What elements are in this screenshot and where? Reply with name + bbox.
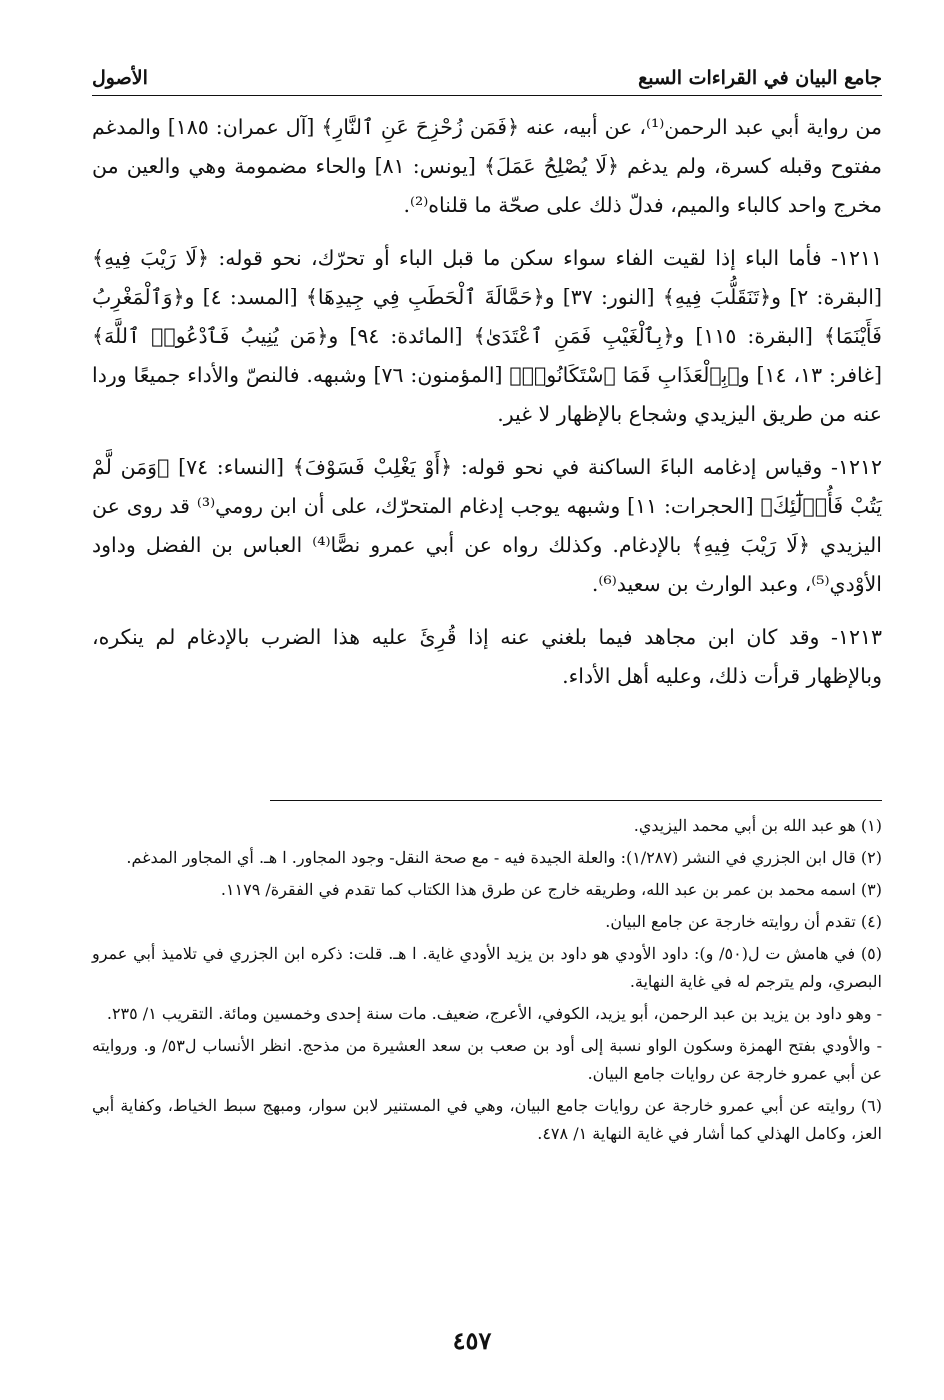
paragraph-1212: ١٢١٢- وقياس إدغامه الباءَ الساكنة في نحو قوله: ﴿أَوْ يَغْلِبْ فَسَوْفَ﴾ [النساء: ٧٤] ﴿وَمَن لَّمْ يَتُبْ فَأُو۟لَٰٓئِكَ﴾ [الحجرات: ١١] وشبهه يوجب إدغام المتحرّك، على أن ابن رومي⁽³⁾ قد روى عن اليزيدي ﴿لَا رَيْبَ فِيهِ﴾ بالإدغام. وكذلك رواه عن أبي عمرو نصًّا⁽⁴⁾ العباس بن الفضل وداود الأوْدي⁽⁵⁾، وعبد الوارث بن سعيد⁽⁶⁾. (92, 455, 882, 596)
main-text (92, 108, 882, 710)
footnote-3: (٣) اسمه محمد بن عمر بن عبد الله، وطريقه خارج عن طرق هذا الكتاب كما تقدم في الفقرة/ ١١٧٩. (220, 880, 882, 899)
paragraph-1: من رواية أبي عبد الرحمن⁽¹⁾، عن أبيه، عنه ﴿فَمَن زُحْزِحَ عَنِ ٱلنَّارِ﴾ [آل عمران: ١٨٥] والمدغم مفتوح وقبله كسرة، ولم يدغم ﴿لَا يُصْلِحُ عَمَلَ﴾ [يونس: ٨١] والحاء مضمومة وهي والعين من مخرج واحد كالباء والميم، فدلّ ذلك على صحّة ما قلناه⁽²⁾. (92, 115, 882, 217)
footnote-divider (270, 800, 882, 801)
footnote-5: (٥) في هامش ت ل(٥٠/ و): داود الأودي هو داود بن يزيد الأودي غاية. ا هـ. قلت: ذكره ابن الجزري في تلاميذ أبي عمرو البصري، ولم يترجم له في غاية النهاية. (92, 944, 883, 991)
footnote-4: (٤) تقدم أن روايته خارجة عن جامع البيان. (605, 912, 882, 931)
footnotes (92, 812, 882, 1152)
footnote-2: (٢) قال ابن الجزري في النشر (١/٢٨٧): والعلة الجيدة فيه - مع صحة النقل- وجود المجاور. ا هـ. أي المجاور المدغم. (126, 848, 882, 867)
running-header (92, 58, 882, 96)
page-number: ٤٥٧ (452, 1326, 492, 1355)
header-section: الأصول (92, 67, 148, 89)
footnote-1: (١) هو عبد الله بن أبي محمد اليزيدي. (633, 816, 882, 835)
footnote-6: (٦) روايته عن أبي عمرو خارجة عن روايات جامع البيان، وهي في المستنير لابن سوار، ومبهج سبط الخياط، وكفاية أبي العز، وكامل الهذلي كما أشار في غاية النهاية ١/ ٤٧٨. (92, 1096, 882, 1143)
footnote-5-continued-2: - والأودي بفتح الهمزة وسكون الواو نسبة إلى أود بن صعب بن سعد العشيرة من مذحج. انظر الأنساب ل٥٣/ و. وروايته عن أبي عمرو خارجة عن روايات جامع البيان. (92, 1036, 883, 1083)
paragraph-1211: ١٢١١- فأما الباء إذا لقيت الفاء سواء سكن ما قبل الباء أو تحرّك، نحو قوله: ﴿لَا رَيْبَ فِيهِ﴾ [البقرة: ٢] و﴿تَنَقَلُّبَ فِيهِ﴾ [النور: ٣٧] و﴿حَمَّالَةَ ٱلْحَطَبِ فِي جِيدِهَا﴾ [المسد: ٤] و﴿وَٱلْمَغْرِبُ فَأَيْنَمَا﴾ [البقرة: ١١٥] و﴿بِٱلْغَيْبِ فَمَنِ ٱعْتَدَىٰ﴾ [المائدة: ٩٤] و﴿مَن يُنِيبُ فَٱدْعُوا۟ ٱللَّهَ﴾ [غافر: ١٣، ١٤] و﴿بِٱلْعَذَابِ فَمَا ٱسْتَكَانُوا۟﴾ [المؤمنون: ٧٦] وشبهه. فالنصّ والأداء جميعًا وردا عنه من طريق اليزيدي وشجاع بالإظهار لا غير. (92, 246, 882, 426)
header-book-title: جامع البيان في القراءات السبع (638, 67, 882, 89)
footnote-5-continued: - وهو داود بن يزيد بن عبد الرحمن، أبو يزيد، الكوفي، الأعرج، ضعيف. مات سنة إحدى وخمسين ومائة. التقريب ١/ ٢٣٥. (106, 1004, 882, 1023)
paragraph-1213: ١٢١٣- وقد كان ابن مجاهد فيما بلغني عنه إذا قُرِئَ عليه هذا الضرب بالإدغام لم ينكره، وبالإظهار قرأت ذلك، وعليه أهل الأداء. (92, 625, 882, 688)
